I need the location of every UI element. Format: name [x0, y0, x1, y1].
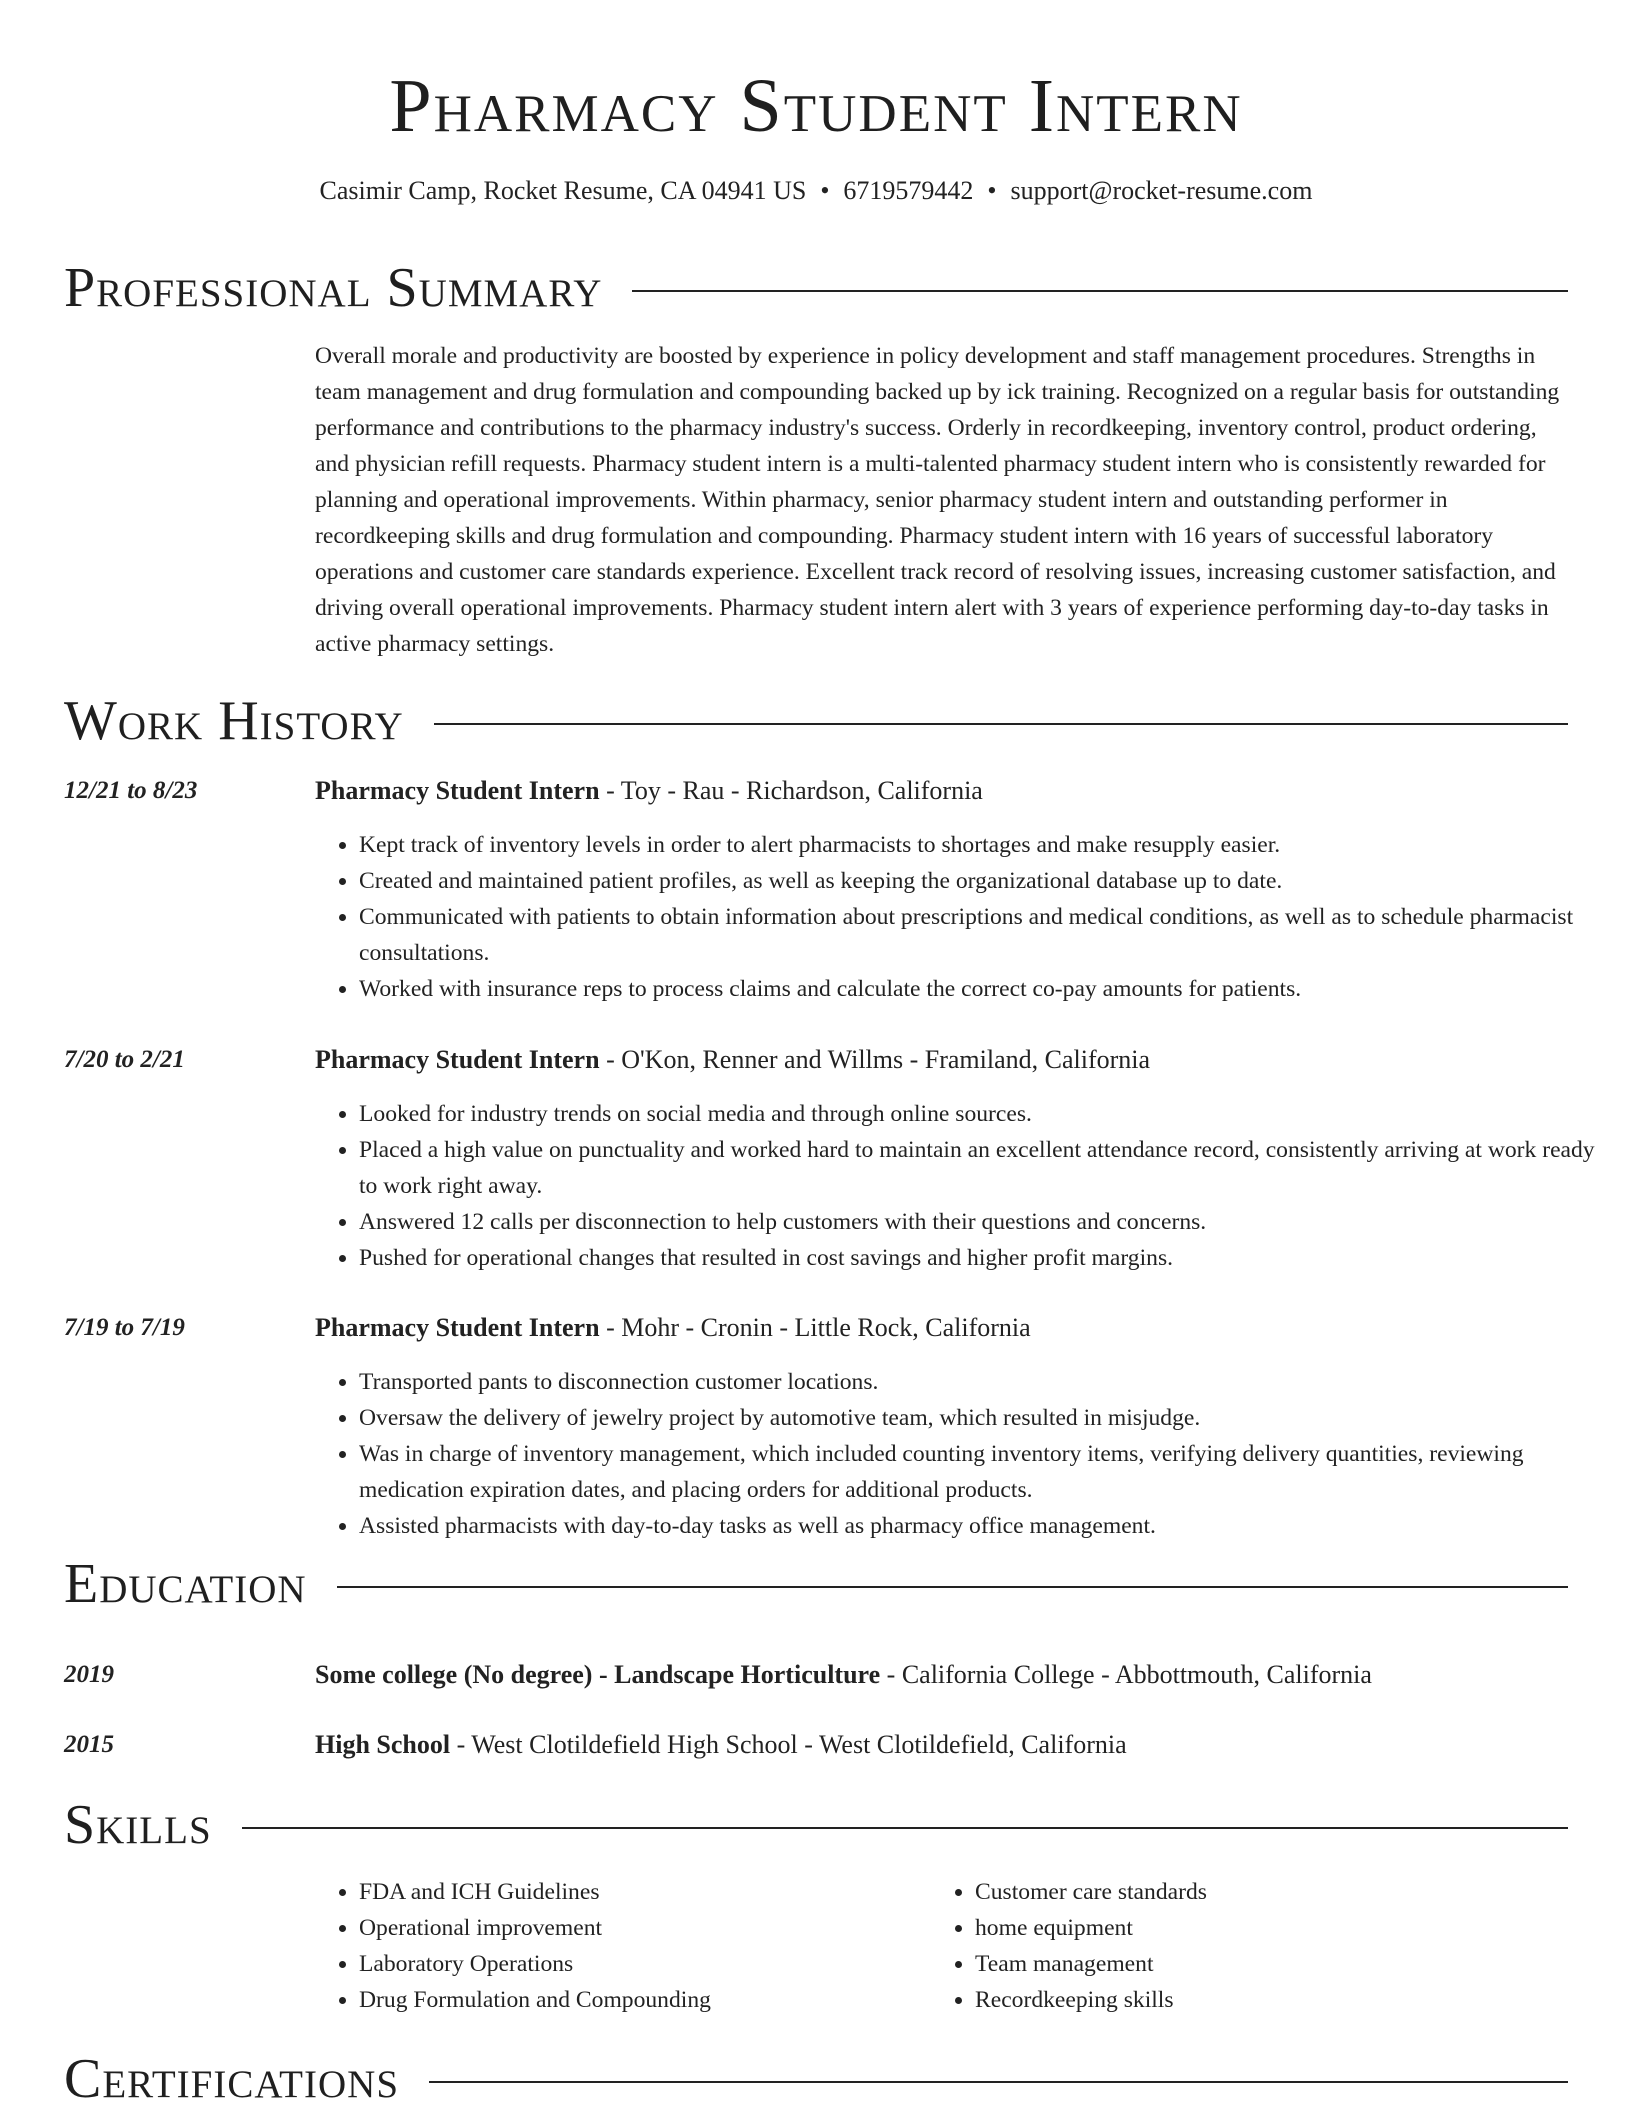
job-bullet: • Answered 12 calls per disconnection to help customers with their questions and concerns. [359, 1204, 1612, 1240]
skills-list-left [315, 1874, 711, 2018]
skill-item: • Drug Formulation and Compounding [359, 1982, 711, 2018]
job-employer: - O'Kon, Renner and Willms - Framiland, California [599, 1045, 1151, 1074]
section-header-summary [64, 255, 1568, 321]
job-bullet: • Oversaw the delivery of jewelry project by automotive team, which resulted in misjudge. [359, 1400, 1612, 1436]
summary-text: Overall morale and productivity are boosted by experience in policy development and staff management procedures. Strengths in team management and drug formulation and compounding backed up by ick training. Recognized on a regular basis for outstanding performance and contributions to the pharmacy industry's success. Orderly in recordkeeping, inventory control, product ordering, and physician refill requests. Pharmacy student intern is a multi-talented pharmacy student intern who is consistently rewarded for planning and operational improvements. Within pharmacy, senior pharmacy student intern and outstanding performer in recordkeeping skills and drug formulation and compounding. Pharmacy student intern with 16 years of successful laboratory operations and customer care standards experience. Excellent track record of resolving issues, increasing customer satisfaction, and driving overall operational improvements. Pharmacy student intern alert with 3 years of experience performing day-to-day tasks in active pharmacy settings. [315, 343, 1560, 657]
job-title: Pharmacy Student Intern [315, 1313, 600, 1342]
contact-phone: 6719579442 [843, 176, 974, 205]
job-bullets [315, 1096, 1612, 1276]
section-header-skills [64, 1792, 1568, 1858]
education-school: - West Clotildefield High School - West Clotildefield, California [450, 1730, 1127, 1759]
skill-item: • home equipment [975, 1910, 1207, 1946]
section-header-certifications [64, 2046, 1568, 2112]
job-heading [315, 773, 983, 809]
job-heading [315, 1042, 1150, 1078]
education-heading [315, 1657, 1372, 1693]
skill-item: • FDA and ICH Guidelines [359, 1874, 711, 1910]
education-date: 2015 [64, 1731, 114, 1758]
skill-item: • Customer care standards [975, 1874, 1207, 1910]
job-bullet: • Pushed for operational changes that resulted in cost savings and higher profit margins. [359, 1240, 1612, 1276]
job-dates: 12/21 to 8/23 [64, 777, 198, 804]
section-divider [337, 1586, 1568, 1588]
section-divider [434, 723, 1568, 725]
contact-email: support@rocket-resume.com [1010, 176, 1313, 205]
section-divider [632, 290, 1568, 292]
contact-separator: • [987, 176, 997, 205]
education-degree: Some college (No degree) - Landscape Horticulture [315, 1660, 881, 1689]
contact-line [0, 173, 1632, 209]
education-degree: High School [315, 1730, 451, 1759]
job-dates: 7/20 to 2/21 [64, 1046, 185, 1073]
education-heading [315, 1727, 1127, 1763]
skill-item: • Team management [975, 1946, 1207, 1982]
job-bullet: • Worked with insurance reps to process claims and calculate the correct co-pay amounts for patients. [359, 971, 1612, 1007]
section-title-skills: Skills [64, 1794, 212, 1856]
skill-item: • Recordkeeping skills [975, 1982, 1207, 2018]
section-title-summary: Professional Summary [64, 257, 603, 319]
job-bullet: • Transported pants to disconnection customer locations. [359, 1364, 1612, 1400]
job-bullet: • Was in charge of inventory management, which included counting inventory items, verifying delivery quantities, reviewing medication expiration dates, and placing orders for additional products. [359, 1436, 1612, 1508]
skills-list-right [931, 1874, 1207, 2018]
job-employer: - Mohr - Cronin - Little Rock, California [599, 1313, 1031, 1342]
contact-address: Casimir Camp, Rocket Resume, CA 04941 US [319, 176, 807, 205]
section-divider [429, 2081, 1568, 2083]
education-date: 2019 [64, 1661, 114, 1688]
section-divider [242, 1827, 1568, 1829]
job-title: Pharmacy Student Intern [315, 1045, 600, 1074]
job-bullet: • Communicated with patients to obtain information about prescriptions and medical conditions, as well as to schedule pharmacist consultations. [359, 899, 1612, 971]
section-title-certifications: Certifications [64, 2048, 400, 2110]
job-bullet: • Assisted pharmacists with day-to-day tasks as well as pharmacy office management. [359, 1508, 1612, 1544]
job-employer: - Toy - Rau - Richardson, California [599, 776, 983, 805]
education-school: - California College - Abbottmouth, California [880, 1660, 1372, 1689]
job-dates: 7/19 to 7/19 [64, 1314, 185, 1341]
job-heading [315, 1310, 1031, 1346]
job-bullet: • Created and maintained patient profiles, as well as keeping the organizational database up to date. [359, 863, 1612, 899]
section-header-work-history [64, 688, 1568, 754]
job-bullets [315, 1364, 1612, 1544]
job-bullet: • Kept track of inventory levels in order to alert pharmacists to shortages and make resupply easier. [359, 827, 1612, 863]
contact-separator: • [820, 176, 830, 205]
job-title: Pharmacy Student Intern [315, 776, 600, 805]
job-bullet: • Placed a high value on punctuality and worked hard to maintain an excellent attendance record, consistently arriving at work ready to work right away. [359, 1132, 1612, 1204]
section-header-education [64, 1551, 1568, 1617]
section-title-work-history: Work History [64, 690, 404, 752]
candidate-name: Pharmacy Student Intern [389, 64, 1243, 148]
job-bullet: • Looked for industry trends on social media and through online sources. [359, 1096, 1612, 1132]
job-bullets [315, 827, 1612, 1007]
section-title-education: Education [64, 1553, 307, 1615]
skill-item: • Laboratory Operations [359, 1946, 711, 1982]
skill-item: • Operational improvement [359, 1910, 711, 1946]
